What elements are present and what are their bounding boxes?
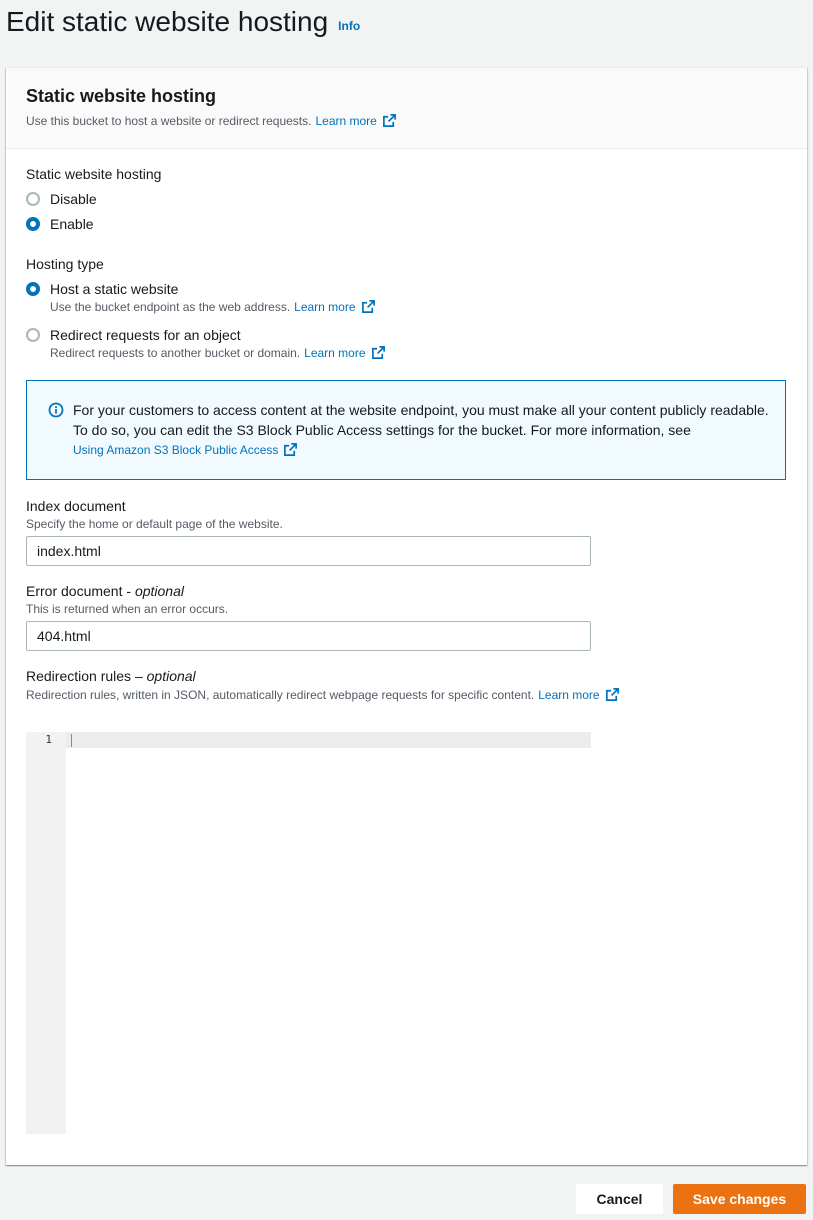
save-changes-button[interactable]: Save changes	[673, 1184, 806, 1214]
radio-enable-label: Enable	[50, 216, 94, 232]
editor-cursor	[71, 734, 72, 747]
panel-learn-more-link[interactable]	[315, 113, 396, 128]
external-link-icon	[382, 113, 397, 128]
error-document-optional: optional	[134, 583, 184, 599]
redirection-rules-learn-more-link[interactable]	[538, 687, 619, 702]
redirection-rules-optional: optional	[146, 668, 196, 684]
editor-line-number: 1	[45, 733, 52, 746]
error-document-input[interactable]	[26, 621, 591, 651]
hosting-type-label: Hosting type	[26, 256, 104, 272]
host-static-description	[50, 299, 376, 314]
index-document-label: Index document	[26, 498, 126, 514]
error-document-description: This is returned when an error occurs.	[26, 602, 229, 616]
alert-text: For your customers to access content at the website endpoint, you must make all your content publicly readable. To do so, you can edit the S3 Block Public Access settings for the bucket. For more information, see	[73, 402, 769, 438]
index-document-input[interactable]	[26, 536, 591, 566]
panel-title: Static website hosting	[26, 86, 217, 106]
editor-gutter	[26, 732, 66, 1134]
redirection-rules-label	[26, 668, 196, 684]
redirect-description-text: Redirect requests to another bucket or domain.	[50, 345, 301, 360]
error-document-label	[26, 583, 184, 599]
info-circle-icon	[48, 402, 64, 418]
cancel-button[interactable]: Cancel	[576, 1184, 663, 1214]
block-public-access-label: Using Amazon S3 Block Public Access	[73, 442, 279, 457]
redirection-rules-editor[interactable]	[26, 732, 591, 1134]
panel-header	[6, 68, 807, 149]
host-static-description-text: Use the bucket endpoint as the web address.	[50, 299, 291, 314]
panel-learn-more-label: Learn more	[315, 113, 377, 128]
panel-description	[26, 113, 397, 128]
redirection-rules-label-text: Redirection rules –	[26, 668, 147, 684]
redirection-rules-learn-more-label: Learn more	[538, 687, 600, 702]
external-link-icon	[283, 442, 298, 457]
error-document-label-text: Error document -	[26, 583, 135, 599]
external-link-icon	[371, 345, 386, 360]
radio-redirect-label: Redirect requests for an object	[50, 327, 241, 343]
redirect-description	[50, 345, 386, 360]
static-hosting-panel	[6, 67, 807, 1165]
redirect-learn-more-label: Learn more	[304, 345, 366, 360]
page-title: Edit static website hosting	[6, 6, 329, 37]
index-document-description: Specify the home or default page of the website.	[26, 517, 283, 531]
public-access-alert	[26, 380, 786, 480]
redirect-learn-more-link[interactable]	[304, 345, 385, 360]
radio-disable-circle[interactable]	[26, 192, 40, 206]
panel-description-text: Use this bucket to host a website or redirect requests.	[26, 113, 312, 128]
radio-host-static-label: Host a static website	[50, 281, 179, 297]
info-link[interactable]: Info	[338, 19, 361, 33]
radio-host-static[interactable]	[26, 281, 178, 297]
radio-enable[interactable]	[26, 216, 94, 232]
redirection-rules-description-text: Redirection rules, written in JSON, automatically redirect webpage requests for specific content.	[26, 687, 535, 702]
radio-enable-circle[interactable]	[26, 217, 40, 231]
host-static-learn-more-label: Learn more	[294, 299, 356, 314]
host-static-learn-more-link[interactable]	[294, 299, 375, 314]
external-link-icon	[605, 687, 620, 702]
radio-redirect-circle[interactable]	[26, 328, 40, 342]
radio-disable[interactable]	[26, 191, 97, 207]
radio-disable-label: Disable	[50, 191, 97, 207]
block-public-access-link[interactable]	[73, 442, 298, 457]
radio-host-static-circle[interactable]	[26, 282, 40, 296]
editor-active-line[interactable]	[66, 732, 591, 748]
redirection-rules-description	[26, 687, 620, 702]
hosting-toggle-label: Static website hosting	[26, 166, 162, 182]
external-link-icon	[361, 299, 376, 314]
page-header	[6, 4, 360, 40]
radio-redirect[interactable]	[26, 327, 241, 343]
